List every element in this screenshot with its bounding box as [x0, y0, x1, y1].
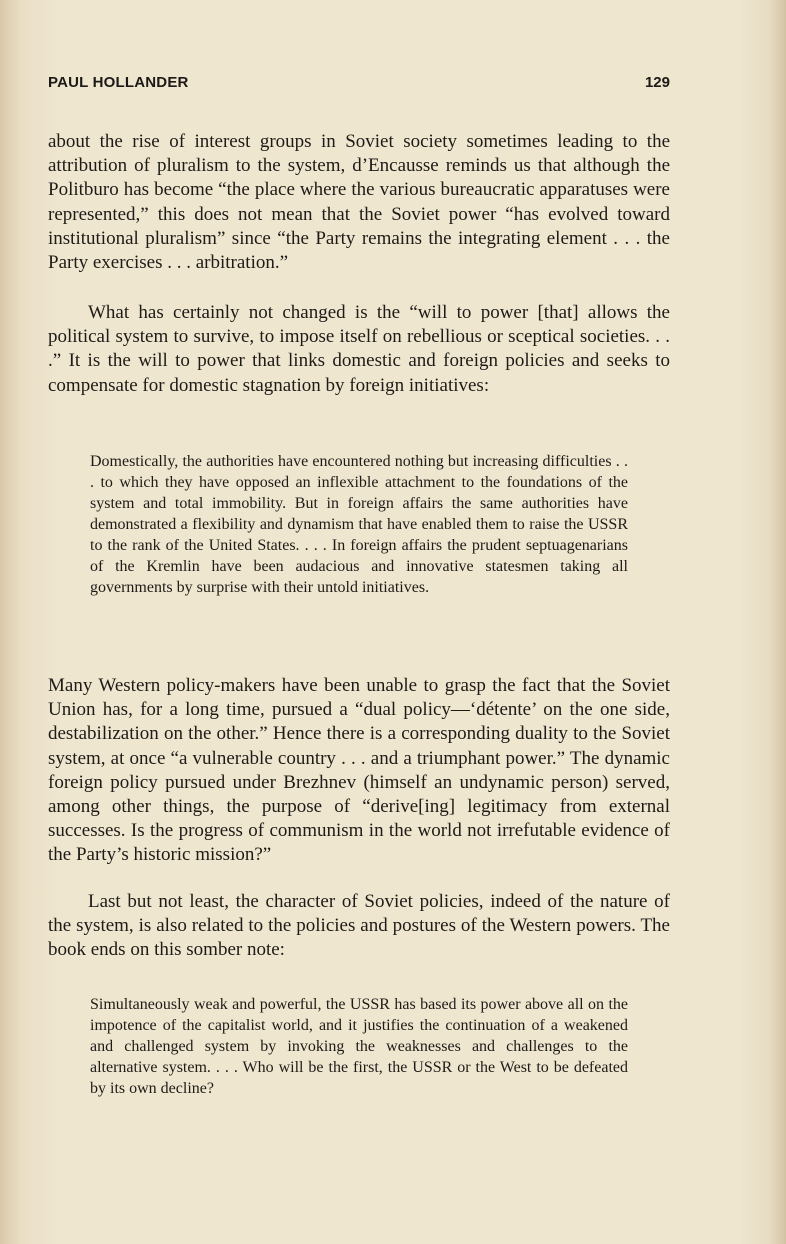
block-quote-1: Domestically, the authorities have encountered nothing but increasing difficulties . . . to which they have opposed an inflexible attachment to the foundations of the system and total immobility. But in foreign affairs the same authorities have demonstrated a flexibility and dynamism that have enabled them to raise the USSR to the rank of the United States. . . . In foreign affairs the prudent septuagenarians of the Kremlin have been audacious and innovative statesmen taking all governments by surprise with their untold initiatives. — [90, 453, 628, 596]
body-paragraph-2: What has certainly not changed is the “will to power [that] allows the political system to survive, to impose itself on rebellious or sceptical societies. . . .” It is the will to power that links domestic and foreign policies and seeks to compensate for domestic stagnation by foreign initiatives: — [48, 302, 670, 396]
body-paragraph-1: about the rise of interest groups in Soviet society sometimes leading to the attribution of pluralism to the system, d’Encausse reminds us that although the Politburo has become “the place where the various bureaucratic apparatuses were represented,” this does not mean that the Soviet power “has evolved toward institutional pluralism” since “the Party remains the integrating element . . . the Party exercises . . . arbitration.” — [48, 131, 670, 274]
block-quote-2: Simultaneously weak and powerful, the USSR has based its power above all on the impotence of the capitalist world, and it justifies the continuation of a weakened and challenged system by invoking the weaknesses and challenges to the alternative system. . . . Who will be the first, the USSR or the West to be defeated by its own decline? — [90, 996, 628, 1097]
page-header — [48, 74, 670, 96]
running-head: PAUL HOLLANDER — [48, 74, 189, 91]
page-number: 129 — [644, 74, 670, 91]
body-paragraph-4: Last but not least, the character of Soviet policies, indeed of the nature of the system, is also related to the policies and postures of the Western powers. The book ends on this somber note: — [48, 891, 670, 961]
body-paragraph-3: Many Western policy-makers have been unable to grasp the fact that the Soviet Union has, for a long time, pursued a “dual policy—‘détente’ on the one side, destabilization on the other.” Hence there is a corresponding duality to the Soviet system, at once “a vulnerable country . . . and a triumphant power.” The dynamic foreign policy pursued under Brezhnev (himself an undynamic person) served, among other things, the purpose of “derive[ing] legitimacy from external successes. Is the progress of communism in the world not irrefutable evidence of the Party’s historic mission?” — [48, 675, 670, 866]
